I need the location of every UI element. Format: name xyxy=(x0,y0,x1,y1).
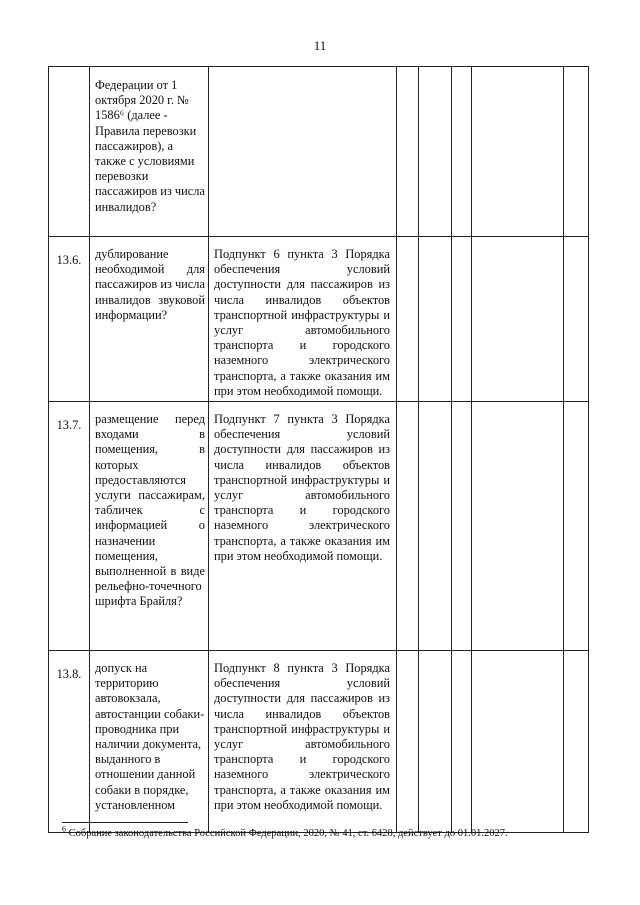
extra-cell xyxy=(564,651,589,833)
legal-reference: Подпункт 8 пункта 3 Порядка обеспечения условий доступности для пассажиров из числа инвалидов объектов транспортной инфраструктуры и услуг автомобильного транспорта и городского наземного электрического транспорта, а также оказания им при этом необходимой помощи. xyxy=(209,651,397,833)
answer-na-cell xyxy=(452,402,472,651)
note-cell xyxy=(472,402,564,651)
extra-cell xyxy=(564,402,589,651)
answer-yes-cell xyxy=(397,402,419,651)
answer-no-cell xyxy=(419,402,452,651)
answer-no-cell xyxy=(419,237,452,402)
requirement-question: дублирование необходимой для пассажиров из числа инвалидов звуковой информации? xyxy=(90,237,209,402)
page-number: 11 xyxy=(313,38,327,53)
footnote-marker: 6 xyxy=(62,824,66,834)
answer-no-cell xyxy=(419,651,452,833)
table-row xyxy=(49,402,589,651)
row-number: 13.7. xyxy=(49,402,90,651)
note-cell xyxy=(472,651,564,833)
footnote-text: Собрание законодательства Российской Федерации, 2020, № 41, ст. 6428, действует до 01.01.2027. xyxy=(68,828,508,839)
checklist-table xyxy=(48,66,589,833)
legal-reference: Подпункт 6 пункта 3 Порядка обеспечения условий доступности для пассажиров из числа инвалидов объектов транспортной инфраструктуры и услуг автомобильного транспорта и городского наземного электрического транспорта, а также оказания им при этом необходимой помощи. xyxy=(209,237,397,402)
extra-cell xyxy=(564,67,589,237)
answer-na-cell xyxy=(452,651,472,833)
row-number xyxy=(49,67,90,237)
answer-na-cell xyxy=(452,67,472,237)
requirement-question: допуск на территорию автовокзала, автостанции собаки-проводника при наличии документа, выданного в отношении данной собаки в порядке, установленном xyxy=(90,651,209,833)
table-row xyxy=(49,67,589,237)
note-cell xyxy=(472,67,564,237)
row-number: 13.6. xyxy=(49,237,90,402)
requirement-question: Федерации от 1 октября 2020 г. № 1586⁶ (далее - Правила перевозки пассажиров), а также с условиями перевозки пассажиров из числа инвалидов? xyxy=(90,67,209,237)
extra-cell xyxy=(564,237,589,402)
row-number: 13.8. xyxy=(49,651,90,833)
requirement-question: размещение перед входами в помещения, в которых предоставляются услуги пассажирам, табличек с информацией о назначении помещения, выполненной в виде рельефно-точечного шрифта Брайля? xyxy=(90,402,209,651)
answer-yes-cell xyxy=(397,67,419,237)
legal-reference xyxy=(209,67,397,237)
answer-yes-cell xyxy=(397,237,419,402)
answer-no-cell xyxy=(419,67,452,237)
legal-reference: Подпункт 7 пункта 3 Порядка обеспечения условий доступности для пассажиров из числа инвалидов объектов транспортной инфраструктуры и услуг автомобильного транспорта и городского наземного электрического транспорта, а также оказания им при этом необходимой помощи. xyxy=(209,402,397,651)
answer-na-cell xyxy=(452,237,472,402)
footnote xyxy=(62,824,582,839)
table-row xyxy=(49,237,589,402)
table-row xyxy=(49,651,589,833)
note-cell xyxy=(472,237,564,402)
answer-yes-cell xyxy=(397,651,419,833)
footnote-divider xyxy=(62,822,188,823)
